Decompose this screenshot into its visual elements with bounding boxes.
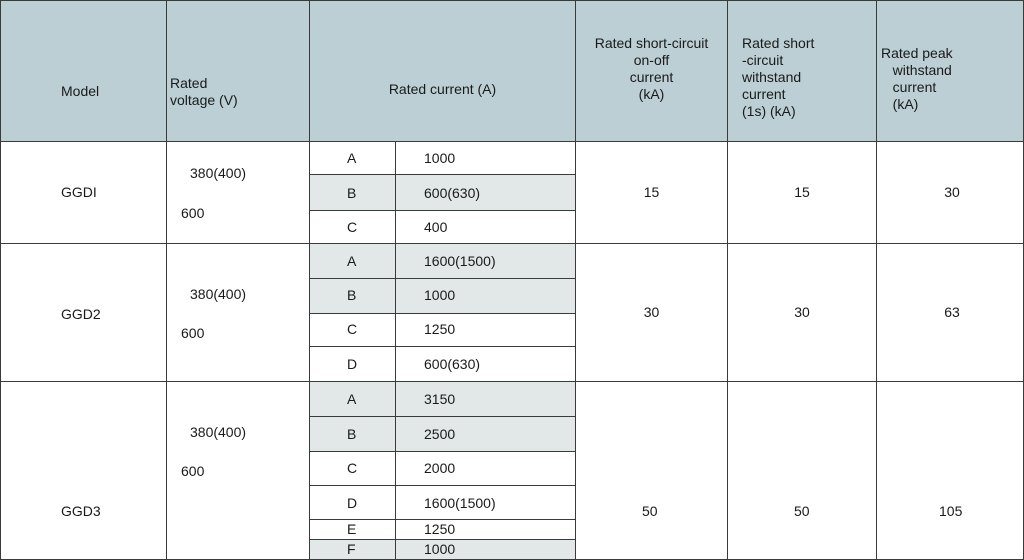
onoff-value: 50 [642, 503, 658, 519]
voltage-primary: 380(400) [190, 286, 247, 302]
current-value: 3150 [424, 391, 456, 407]
current-value-cell [396, 279, 576, 314]
grade-cell [310, 452, 396, 486]
current-value-cell [396, 452, 576, 486]
header-model-cell [0, 0, 167, 142]
peak-cell [877, 142, 1024, 244]
current-value-cell [396, 244, 576, 279]
current-value: 1000 [424, 150, 456, 166]
grade-label: D [347, 495, 358, 511]
grade-cell [310, 347, 396, 382]
onoff-value: 30 [643, 304, 660, 320]
model-name: GGD3 [61, 503, 101, 519]
withstand-cell [728, 382, 877, 560]
model-cell [0, 142, 167, 244]
withstand-value: 50 [794, 503, 810, 519]
grade-cell [310, 244, 396, 279]
current-value: 600(630) [424, 356, 481, 372]
grade-cell [310, 211, 396, 244]
grade-label: C [347, 460, 358, 476]
voltage-secondary: 600 [181, 205, 205, 221]
peak-value: 30 [944, 184, 960, 200]
header-onoff: Rated short-circuit on-off current (kA) [594, 35, 709, 102]
grade-label: B [347, 185, 357, 201]
grade-cell [310, 520, 396, 540]
peak-value: 105 [939, 503, 963, 519]
current-value-cell [396, 175, 576, 211]
grade-cell [310, 382, 396, 417]
header-peak: Rated peak withstand current (kA) [881, 45, 953, 112]
grade-label: A [347, 391, 357, 407]
current-value: 600(630) [424, 185, 481, 201]
withstand-cell [728, 244, 877, 382]
voltage-primary: 380(400) [190, 424, 247, 440]
grade-cell [310, 486, 396, 520]
model-name: GGDI [61, 184, 97, 200]
header-withstand: Rated short -circuit withstand current (1s) (kA) [742, 35, 815, 119]
withstand-value: 15 [794, 184, 810, 200]
voltage-primary: 380(400) [190, 165, 247, 181]
current-value-cell [396, 142, 576, 175]
grade-label: C [347, 321, 358, 337]
withstand-value: 30 [794, 304, 810, 320]
current-value: 1250 [424, 521, 456, 537]
header-withstand-cell [728, 0, 877, 142]
peak-value: 63 [944, 304, 960, 320]
header-current: Rated current (A) [388, 80, 497, 97]
header-current-cell [310, 0, 576, 142]
grade-cell [310, 279, 396, 314]
grade-cell [310, 540, 396, 560]
grade-label: C [347, 219, 358, 235]
current-value-cell [396, 314, 576, 347]
current-value-cell [396, 520, 576, 540]
grade-label: B [347, 287, 357, 303]
onoff-cell [576, 244, 728, 382]
model-cell [0, 244, 167, 382]
grade-label: F [347, 541, 356, 557]
grade-cell [310, 417, 396, 452]
voltage-cell [167, 382, 310, 560]
grade-label: E [347, 521, 357, 537]
current-value: 1600(1500) [424, 495, 496, 511]
current-value: 1000 [424, 541, 456, 557]
grade-cell [310, 142, 396, 175]
voltage-secondary: 600 [181, 325, 205, 341]
current-value: 400 [424, 219, 448, 235]
grade-label: A [347, 150, 357, 166]
model-cell [0, 382, 167, 560]
grade-label: B [347, 426, 357, 442]
header-peak-cell [877, 0, 1024, 142]
onoff-value: 15 [643, 184, 660, 200]
current-value-cell [396, 347, 576, 382]
current-value-cell [396, 486, 576, 520]
current-value-cell [396, 382, 576, 417]
current-value-cell [396, 540, 576, 560]
withstand-cell [728, 142, 877, 244]
header-voltage: Rated voltage (V) [170, 75, 238, 108]
onoff-cell [576, 142, 728, 244]
current-value: 2000 [424, 460, 456, 476]
header-onoff-cell [576, 0, 728, 142]
current-value: 1000 [424, 287, 456, 303]
voltage-secondary: 600 [181, 463, 205, 479]
grade-cell [310, 175, 396, 211]
grade-label: A [347, 253, 357, 269]
header-voltage-cell [167, 0, 310, 142]
voltage-cell [167, 244, 310, 382]
voltage-cell [167, 142, 310, 244]
header-model: Model [61, 83, 100, 99]
current-value: 1250 [424, 321, 456, 337]
current-value-cell [396, 211, 576, 244]
onoff-cell [576, 382, 728, 560]
current-value: 1600(1500) [424, 253, 496, 269]
peak-cell [877, 244, 1024, 382]
current-value: 2500 [424, 426, 456, 442]
peak-cell [877, 382, 1024, 560]
current-value-cell [396, 417, 576, 452]
grade-label: D [347, 356, 358, 372]
grade-cell [310, 314, 396, 347]
model-name: GGD2 [61, 306, 101, 322]
